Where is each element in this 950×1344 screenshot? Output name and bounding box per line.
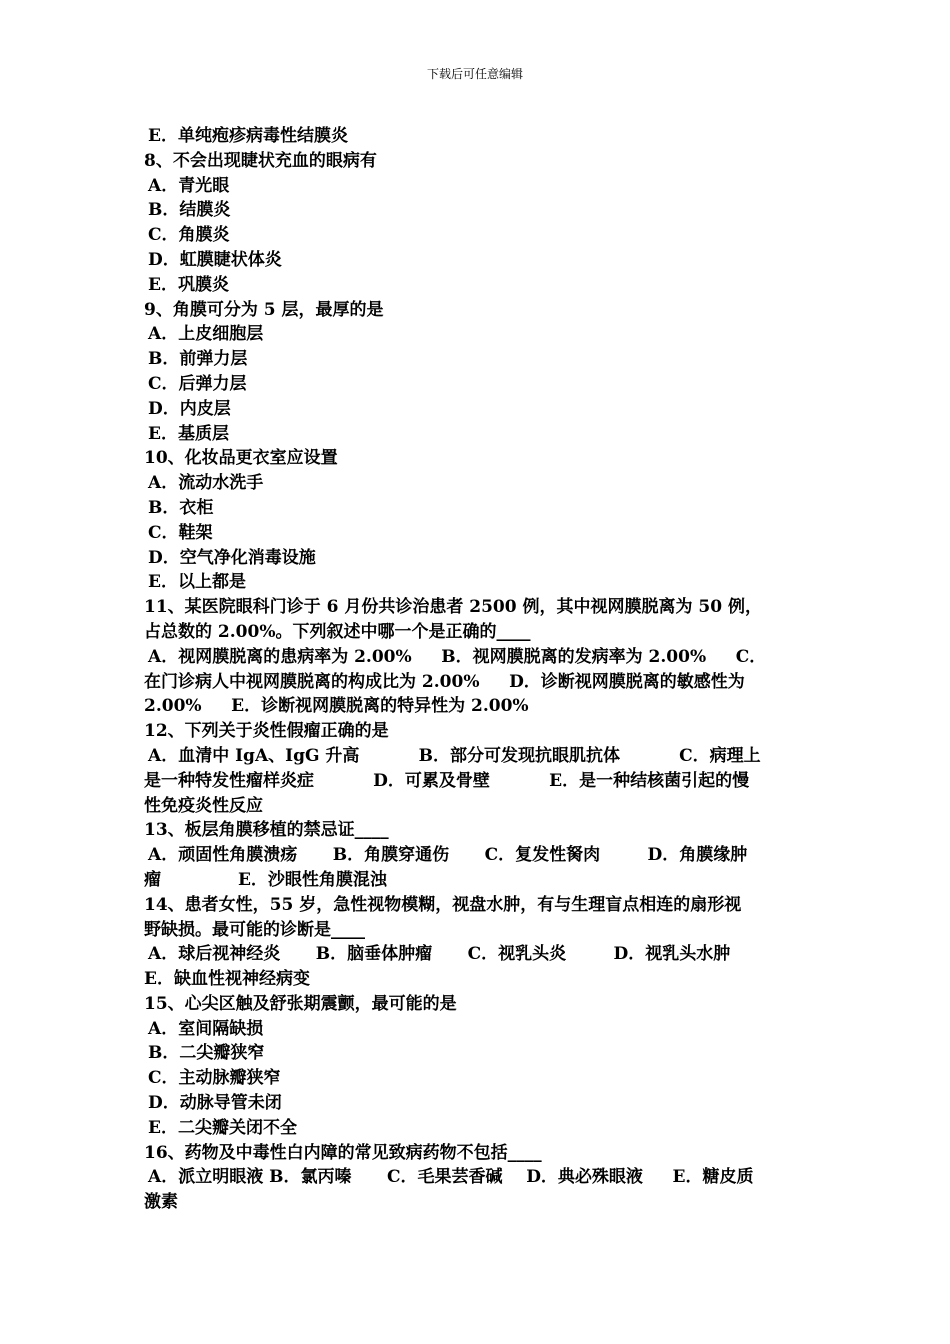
question-line: 15、心尖区触及舒张期震颤，最可能的是 bbox=[144, 993, 457, 1014]
option-line: A．血清中 IgA、IgG 升高 B．部分可发现抗眼肌抗体 C．病理上 bbox=[148, 745, 761, 766]
option-line: 性免疫炎性反应 bbox=[144, 795, 263, 816]
question-line: 9、角膜可分为 5 层，最厚的是 bbox=[144, 299, 384, 320]
option-line: C．角膜炎 bbox=[148, 225, 230, 246]
option-line: B．二尖瓣狭窄 bbox=[148, 1043, 265, 1064]
option-line: A．派立明眼液 B．氯丙嗪 C．毛果芸香碱 D．典必殊眼液 E．糖皮质 bbox=[148, 1167, 754, 1188]
question-line: 占总数的 2.00%。下列叙述中哪一个是正确的____ bbox=[144, 621, 531, 642]
question-line: 12、下列关于炎性假瘤正确的是 bbox=[144, 721, 389, 742]
question-line: 野缺损。最可能的诊断是____ bbox=[144, 919, 365, 940]
option-line: E．二尖瓣关闭不全 bbox=[148, 1117, 297, 1138]
option-line: 在门诊病人中视网膜脱离的构成比为 2.00% D．诊断视网膜脱离的敏感性为 bbox=[144, 671, 745, 692]
option-line: A．青光眼 bbox=[148, 175, 230, 196]
option-line: D．动脉导管未闭 bbox=[148, 1093, 282, 1114]
option-line: 激素 bbox=[144, 1192, 178, 1213]
option-line: C．鞋架 bbox=[148, 522, 213, 543]
question-line: 13、板层角膜移植的禁忌证____ bbox=[144, 820, 389, 841]
option-line: C．后弹力层 bbox=[148, 373, 247, 394]
option-line: 是一种特发性瘤样炎症 D．可累及骨壁 E．是一种结核菌引起的慢 bbox=[144, 770, 750, 791]
option-line: B．衣柜 bbox=[148, 497, 214, 518]
page-header: 下载后可任意编辑 bbox=[426, 67, 523, 81]
option-line: 2.00% E．诊断视网膜脱离的特异性为 2.00% bbox=[144, 696, 529, 717]
option-line: C．主动脉瓣狭窄 bbox=[148, 1068, 281, 1089]
option-line: E．单纯疱疹病毒性结膜炎 bbox=[148, 126, 348, 146]
option-line: A．顽固性角膜溃疡 B．角膜穿通伤 C．复发性胬肉 D．角膜缘肿 bbox=[148, 845, 748, 866]
option-line: D．空气净化消毒设施 bbox=[148, 547, 316, 568]
option-line: E．基质层 bbox=[148, 423, 229, 444]
option-line: D．虹膜睫状体炎 bbox=[148, 249, 282, 270]
option-line: B．结膜炎 bbox=[148, 200, 231, 221]
question-line: 10、化妆品更衣室应设置 bbox=[144, 448, 338, 469]
option-line: A．上皮细胞层 bbox=[148, 324, 264, 345]
option-line: 瘤 E．沙眼性角膜混浊 bbox=[144, 869, 387, 890]
option-line: A．球后视神经炎 B．脑垂体肿瘤 C．视乳头炎 D．视乳头水肿 bbox=[148, 944, 731, 965]
question-line: 16、药物及中毒性白内障的常见致病药物不包括____ bbox=[144, 1142, 542, 1163]
option-line: B．前弹力层 bbox=[148, 349, 248, 370]
option-line: E．巩膜炎 bbox=[148, 274, 229, 295]
document-body bbox=[144, 124, 808, 1215]
option-line: E．以上都是 bbox=[148, 572, 246, 593]
question-line: 11、某医院眼科门诊于 6 月份共诊治患者 2500 例，其中视网膜脱离为 50 例， bbox=[144, 597, 762, 618]
question-line: 14、患者女性，55 岁，急性视物模糊，视盘水肿，有与生理盲点相连的扇形视 bbox=[144, 894, 742, 915]
option-line: A．流动水洗手 bbox=[148, 473, 264, 494]
question-line: 8、不会出现睫状充血的眼病有 bbox=[144, 150, 377, 171]
option-line: E．缺血性视神经病变 bbox=[144, 969, 310, 990]
option-line: A．视网膜脱离的患病率为 2.00% B．视网膜脱离的发病率为 2.00% C． bbox=[148, 646, 767, 667]
option-line: D．内皮层 bbox=[148, 398, 231, 419]
option-line: A．室间隔缺损 bbox=[148, 1018, 264, 1039]
